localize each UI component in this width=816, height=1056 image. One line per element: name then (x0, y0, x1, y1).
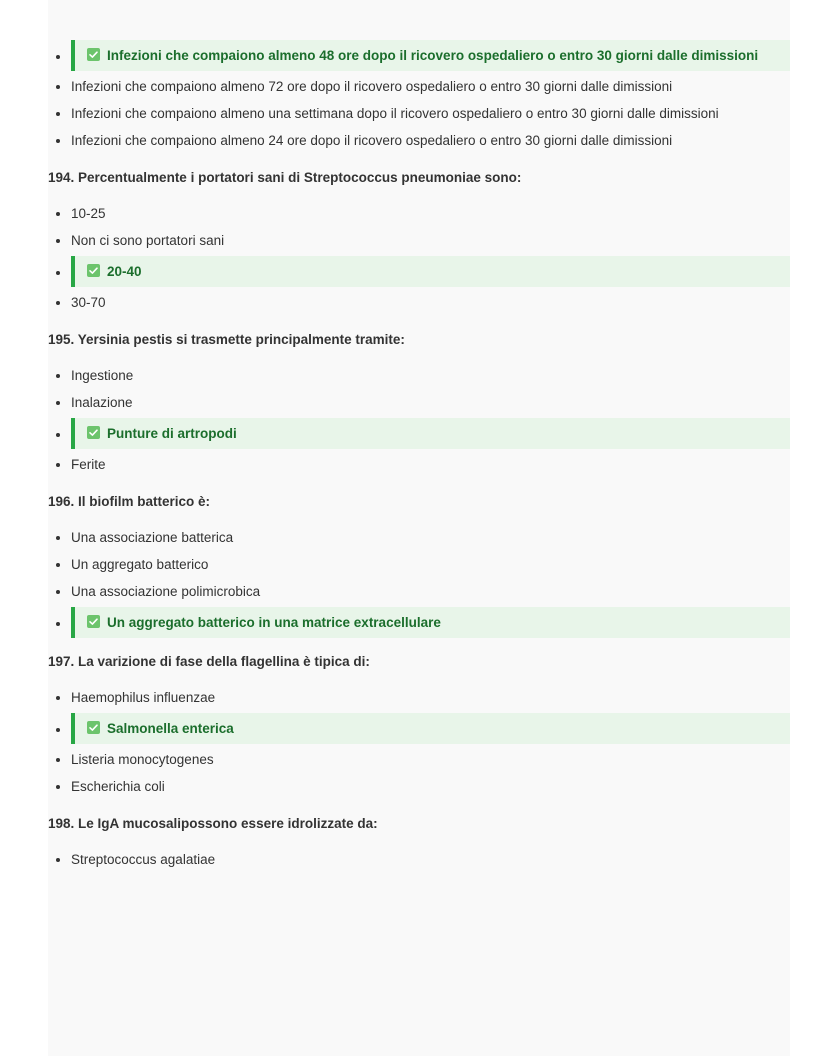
answer-item (48, 362, 790, 389)
checkbox-checked-icon (87, 264, 100, 277)
answer-text: Haemophilus influenzae (71, 690, 216, 705)
answer-item (48, 289, 790, 316)
answer-list (48, 524, 790, 638)
answer-item-correct (48, 418, 790, 449)
answer-item-correct (48, 607, 790, 638)
answer-item (48, 451, 790, 478)
answer-text: Ingestione (71, 368, 134, 383)
answer-list (48, 684, 790, 800)
checkbox-checked-icon (87, 615, 100, 628)
answer-list (48, 200, 790, 316)
answer-item (48, 746, 790, 773)
answer-item (48, 227, 790, 254)
answer-text: Escherichia coli (71, 779, 165, 794)
answer-text: Punture di artropodi (107, 426, 237, 441)
answer-text: Una associazione polimicrobica (71, 584, 261, 599)
answer-text: Inalazione (71, 395, 133, 410)
correct-answer-highlight (71, 607, 790, 638)
answer-item (48, 200, 790, 227)
answer-item (48, 73, 790, 100)
answer-text: Infezioni che compaiono almeno 48 ore dopo il ricovero ospedaliero o entro 30 giorni dalle dimissioni (107, 48, 759, 63)
quiz-content (48, 38, 790, 873)
answer-text: Salmonella enterica (107, 721, 234, 736)
answer-text: Non ci sono portatori sani (71, 233, 225, 248)
answer-text: Infezioni che compaiono almeno 72 ore dopo il ricovero ospedaliero o entro 30 giorni dalle dimissioni (71, 79, 673, 94)
answer-item (48, 684, 790, 711)
answer-item (48, 578, 790, 605)
correct-answer-highlight (71, 40, 790, 71)
answer-item (48, 524, 790, 551)
answer-list (48, 362, 790, 478)
answer-text: Infezioni che compaiono almeno 24 ore dopo il ricovero ospedaliero o entro 30 giorni dalle dimissioni (71, 133, 673, 148)
answer-text: 30-70 (71, 295, 106, 310)
quiz-page (48, 0, 790, 1056)
question-title: 195. Yersinia pestis si trasmette principalmente tramite: (48, 332, 405, 347)
checkbox-checked-icon (87, 426, 100, 439)
checkbox-checked-icon (87, 48, 100, 61)
answer-item (48, 100, 790, 127)
question-title: 197. La varizione di fase della flagellina è tipica di: (48, 654, 370, 669)
correct-answer-highlight (71, 418, 790, 449)
answer-text: Ferite (71, 457, 106, 472)
answer-list (48, 40, 790, 154)
answer-item (48, 127, 790, 154)
answer-text: 20-40 (107, 264, 142, 279)
answer-text: 10-25 (71, 206, 106, 221)
answer-item (48, 551, 790, 578)
answer-text: Streptococcus agalatiae (71, 852, 216, 867)
answer-list (48, 846, 790, 873)
question-title: 196. Il biofilm batterico è: (48, 494, 211, 509)
answer-text: Listeria monocytogenes (71, 752, 214, 767)
question-title: 198. Le IgA mucosalipossono essere idrolizzate da: (48, 816, 378, 831)
answer-item (48, 389, 790, 416)
answer-item (48, 773, 790, 800)
answer-text: Un aggregato batterico (71, 557, 209, 572)
answer-text: Infezioni che compaiono almeno una settimana dopo il ricovero ospedaliero o entro 30 giorni dalle dimissioni (71, 106, 719, 121)
checkbox-checked-icon (87, 721, 100, 734)
answer-item (48, 846, 790, 873)
answer-item-correct (48, 713, 790, 744)
answer-text: Una associazione batterica (71, 530, 234, 545)
answer-item-correct (48, 256, 790, 287)
answer-text: Un aggregato batterico in una matrice extracellulare (107, 615, 441, 630)
correct-answer-highlight (71, 256, 790, 287)
correct-answer-highlight (71, 713, 790, 744)
answer-item-correct (48, 40, 790, 71)
question-title: 194. Percentualmente i portatori sani di Streptococcus pneumoniae sono: (48, 170, 522, 185)
